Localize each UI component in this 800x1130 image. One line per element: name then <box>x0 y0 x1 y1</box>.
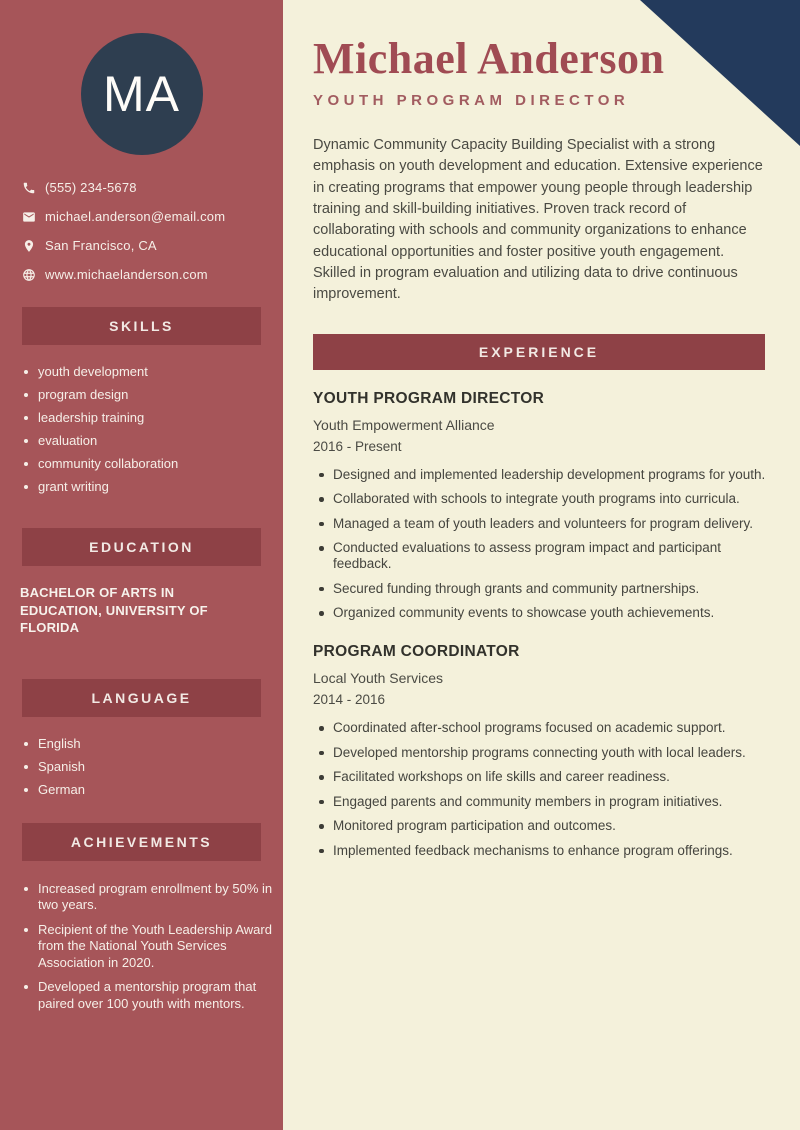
job-entry <box>313 390 800 622</box>
job-title-subheading: YOUTH PROGRAM DIRECTOR <box>313 92 630 110</box>
skills-section-header <box>22 307 261 345</box>
job-bullet: Facilitated workshops on life skills and career readiness. <box>313 769 783 785</box>
job-bullet: Implemented feedback mechanisms to enhance program offerings. <box>313 843 783 859</box>
job-dates: 2016 - Present <box>313 438 402 454</box>
job-bullet: Coordinated after-school programs focused on academic support. <box>313 720 783 736</box>
contact-phone <box>22 180 283 195</box>
job-role: PROGRAM COORDINATOR <box>313 643 520 661</box>
achievement-item: Recipient of the Youth Leadership Award from the National Youth Services Association in 2020. <box>22 922 283 972</box>
skill-item: community collaboration <box>22 457 283 471</box>
job-bullet: Engaged parents and community members in program initiatives. <box>313 794 783 810</box>
contact-section <box>22 180 283 282</box>
job-bullet: Conducted evaluations to assess program impact and participant feedback. <box>313 540 783 572</box>
language-item: German <box>22 783 283 797</box>
website-url: www.michaelanderson.com <box>45 267 208 282</box>
skills-title: SKILLS <box>109 318 174 334</box>
language-item: Spanish <box>22 760 283 774</box>
skills-list <box>22 365 283 494</box>
language-list <box>22 737 283 797</box>
email-address: michael.anderson@email.com <box>45 209 226 224</box>
job-dates: 2014 - 2016 <box>313 692 386 708</box>
location-text: San Francisco, CA <box>45 238 157 253</box>
job-bullet: Collaborated with schools to integrate youth programs into curricula. <box>313 491 783 507</box>
avatar <box>81 33 203 155</box>
achievements-title: ACHIEVEMENTS <box>70 833 213 850</box>
job-bullets <box>313 467 783 622</box>
skill-item: grant writing <box>22 480 283 494</box>
email-icon <box>22 210 36 224</box>
contact-website <box>22 267 283 282</box>
phone-icon <box>22 181 36 195</box>
page-title: Michael Anderson <box>313 34 665 83</box>
job-bullet: Developed mentorship programs connecting youth with local leaders. <box>313 745 783 761</box>
phone-number: (555) 234-5678 <box>45 180 137 195</box>
achievements-list <box>22 881 283 1013</box>
language-title: LANGUAGE <box>91 689 192 706</box>
contact-email <box>22 209 283 224</box>
skill-item: youth development <box>22 365 283 379</box>
job-bullet: Managed a team of youth leaders and volunteers for program delivery. <box>313 516 783 532</box>
job-company: Youth Empowerment Alliance <box>313 416 495 433</box>
job-company: Local Youth Services <box>313 670 443 687</box>
main-column <box>283 0 800 1130</box>
job-role: YOUTH PROGRAM DIRECTOR <box>313 389 545 407</box>
summary-paragraph: Dynamic Community Capacity Building Specialist with a strong emphasis on youth development and education. Extensive experience in creating programs that empower young people through leadership training and skill-building initiatives. Proven track record of collaborating with schools and community organizations to enhance educational opportunities and foster positive youth engagement. Skilled in program evaluation and utilizing data to drive continuous improvement. <box>313 137 763 303</box>
language-section-header <box>22 679 261 717</box>
sidebar <box>0 0 283 1130</box>
skill-item: evaluation <box>22 434 283 448</box>
skill-item: program design <box>22 388 283 402</box>
experience-title: EXPERIENCE <box>478 343 600 360</box>
job-entry <box>313 643 800 859</box>
contact-location <box>22 238 283 253</box>
job-bullet: Secured funding through grants and community partnerships. <box>313 581 783 597</box>
globe-icon <box>22 268 36 282</box>
location-icon <box>22 239 36 253</box>
skill-item: leadership training <box>22 411 283 425</box>
education-section-header <box>22 528 261 566</box>
education-degree: BACHELOR OF ARTS IN EDUCATION, UNIVERSITY OF FLORIDA <box>20 585 208 635</box>
achievement-item: Developed a mentorship program that paired over 100 youth with mentors. <box>22 979 283 1012</box>
achievement-item: Increased program enrollment by 50% in two years. <box>22 881 283 914</box>
job-bullet: Organized community events to showcase youth achievements. <box>313 605 783 621</box>
job-bullet: Designed and implemented leadership development programs for youth. <box>313 467 783 483</box>
job-bullet: Monitored program participation and outcomes. <box>313 818 783 834</box>
language-item: English <box>22 737 283 751</box>
avatar-initials: MA <box>103 66 180 122</box>
achievements-section-header <box>22 823 261 861</box>
education-title: EDUCATION <box>89 539 194 555</box>
experience-section-header <box>313 334 765 370</box>
job-bullets <box>313 720 783 859</box>
